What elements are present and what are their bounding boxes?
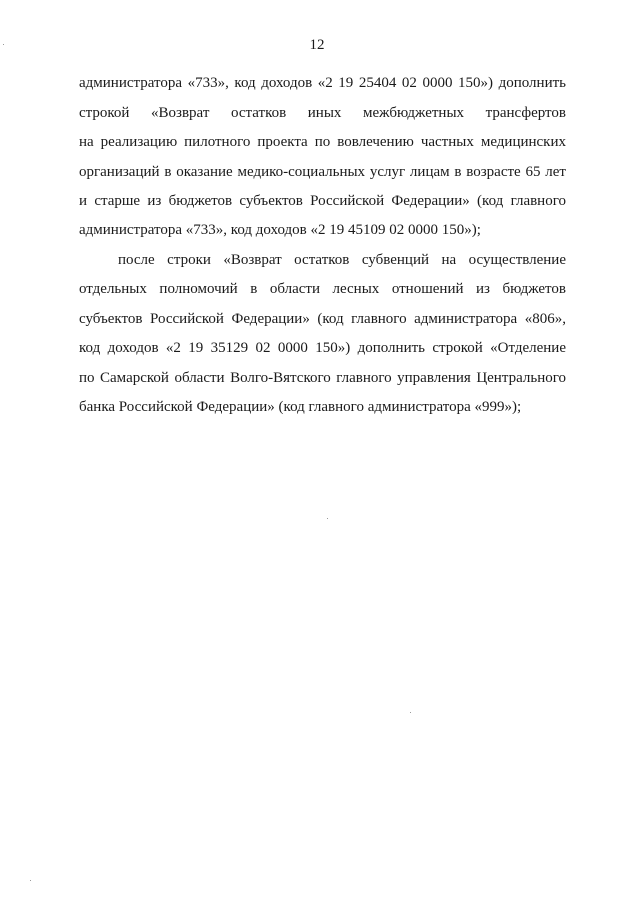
text-line: и старше из бюджетов субъектов Российской Федерации» (код главного [79,193,566,209]
text-line: строкой «Возврат остатков иных межбюджетных трансфертов [79,105,566,121]
text-line: на реализацию пилотного проекта по вовлечению частных медицинских [79,134,566,150]
text-line: после строки «Возврат остатков субвенций на осуществление [118,252,566,268]
text-line: код доходов «2 19 35129 02 0000 150») дополнить строкой «Отделение [79,340,566,356]
text-line: банка Российской Федерации» (код главного администратора «999»); [79,399,522,415]
text-line: отдельных полномочий в области лесных отношений из бюджетов [79,281,566,297]
text-line: администратора «733», код доходов «2 19 45109 02 0000 150»); [79,222,481,238]
text-line: организаций в оказание медико-социальных услуг лицам в возрасте 65 лет [79,164,566,180]
text-line: по Самарской области Волго-Вятского главного управления Центрального [79,370,566,386]
text-line: администратора «733», код доходов «2 19 25404 02 0000 150») дополнить [79,75,566,91]
page-number: 12 [309,37,325,53]
scan-speck [327,518,328,519]
scan-speck [3,44,4,45]
text-line: субъектов Российской Федерации» (код главного администратора «806», [79,311,566,327]
scan-speck [30,880,31,881]
scan-speck [410,712,411,713]
